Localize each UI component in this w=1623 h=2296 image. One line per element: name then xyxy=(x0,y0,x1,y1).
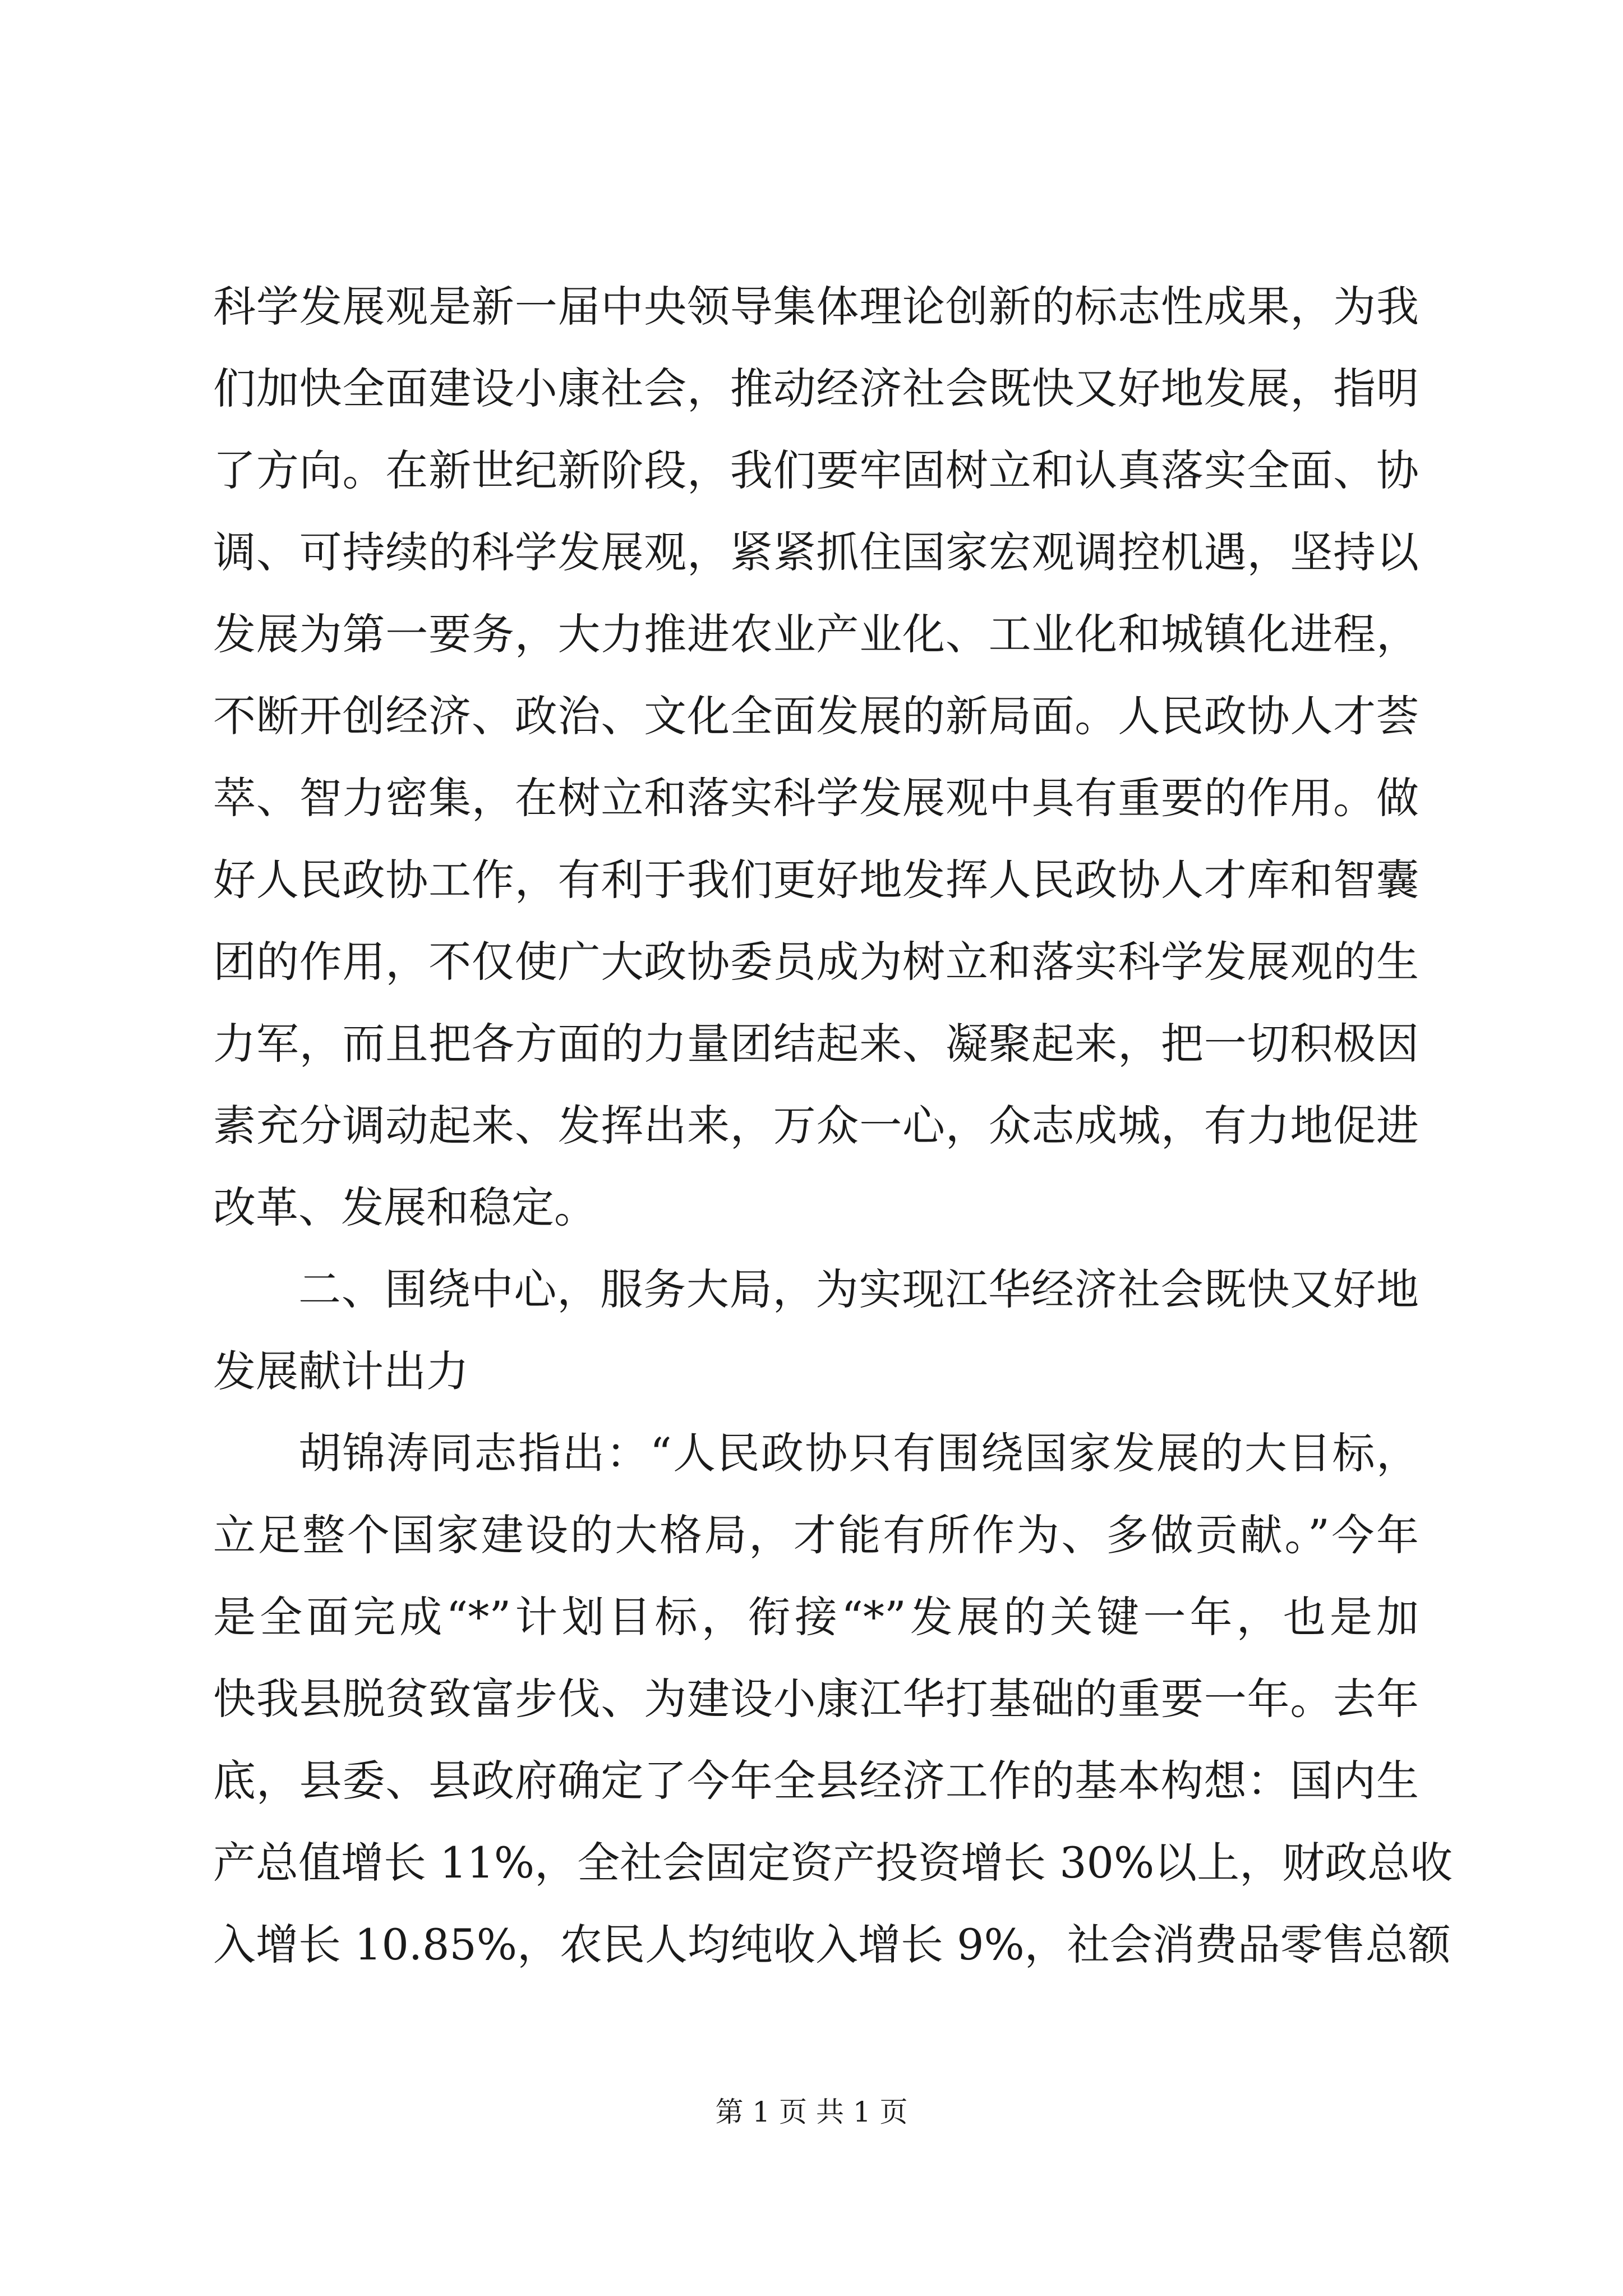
text-line: 胡锦涛同志指出：“人民政协只有围绕国家发展的大目标， xyxy=(298,1428,1419,1478)
text-line: 科学发展观是新一届中央领导集体理论创新的标志性成果，为我 xyxy=(213,282,1419,332)
text-line: 好人民政协工作，有利于我们更好地发挥人民政协人才库和智囊 xyxy=(213,855,1419,905)
text-line: 力军，而且把各方面的力量团结起来、凝聚起来，把一切积极因 xyxy=(213,1019,1419,1069)
text-line: 快我县脱贫致富步伐、为建设小康江华打基础的重要一年。去年 xyxy=(213,1674,1419,1724)
text-line: 萃、智力密集，在树立和落实科学发展观中具有重要的作用。做 xyxy=(213,773,1419,823)
text-line: 立足整个国家建设的大格局，才能有所作为、多做贡献。”今年 xyxy=(213,1510,1419,1560)
text-line: 们加快全面建设小康社会，推动经济社会既快又好地发展，指明 xyxy=(213,364,1419,413)
text-line: 改革、发展和稳定。 xyxy=(213,1182,597,1232)
section-heading xyxy=(213,1249,1419,1412)
text-line: 调、可持续的科学发展观，紧紧抓住国家宏观调控机遇，坚持以 xyxy=(213,527,1419,577)
text-line: 产总值增长 11%，全社会固定资产投资增长 30%以上，财政总收 xyxy=(213,1838,1453,1888)
text-line: 是全面完成“*”计划目标，衔接“*”发展的关键一年，也是加 xyxy=(213,1592,1419,1642)
text-line: 了方向。在新世纪新阶段，我们要牢固树立和认真落实全面、协 xyxy=(213,445,1419,495)
text-line: 不断开创经济、政治、文化全面发展的新局面。人民政协人才荟 xyxy=(213,691,1419,741)
text-line: 素充分调动起来、发挥出来，万众一心，众志成城，有力地促进 xyxy=(213,1101,1419,1151)
paragraph-1 xyxy=(213,266,1419,1249)
text-line: 入增长 10.85%，农民人均纯收入增长 9%，社会消费品零售总额 xyxy=(213,1920,1451,1970)
page-footer xyxy=(0,2090,1623,2130)
paragraph-2 xyxy=(213,1412,1453,1986)
text-line: 底，县委、县政府确定了今年全县经济工作的基本构想：国内生 xyxy=(213,1756,1419,1806)
page-number-label: 第 1 页 共 1 页 xyxy=(715,2096,908,2128)
text-line: 发展为第一要务，大力推进农业产业化、工业化和城镇化进程， xyxy=(213,609,1419,659)
body-text xyxy=(213,266,1453,1986)
heading-line: 二、围绕中心，服务大局，为实现江华经济社会既快又好地 xyxy=(298,1264,1419,1314)
text-line: 团的作用，不仅使广大政协委员成为树立和落实科学发展观的生 xyxy=(213,937,1419,987)
heading-line: 发展献计出力 xyxy=(213,1346,469,1396)
